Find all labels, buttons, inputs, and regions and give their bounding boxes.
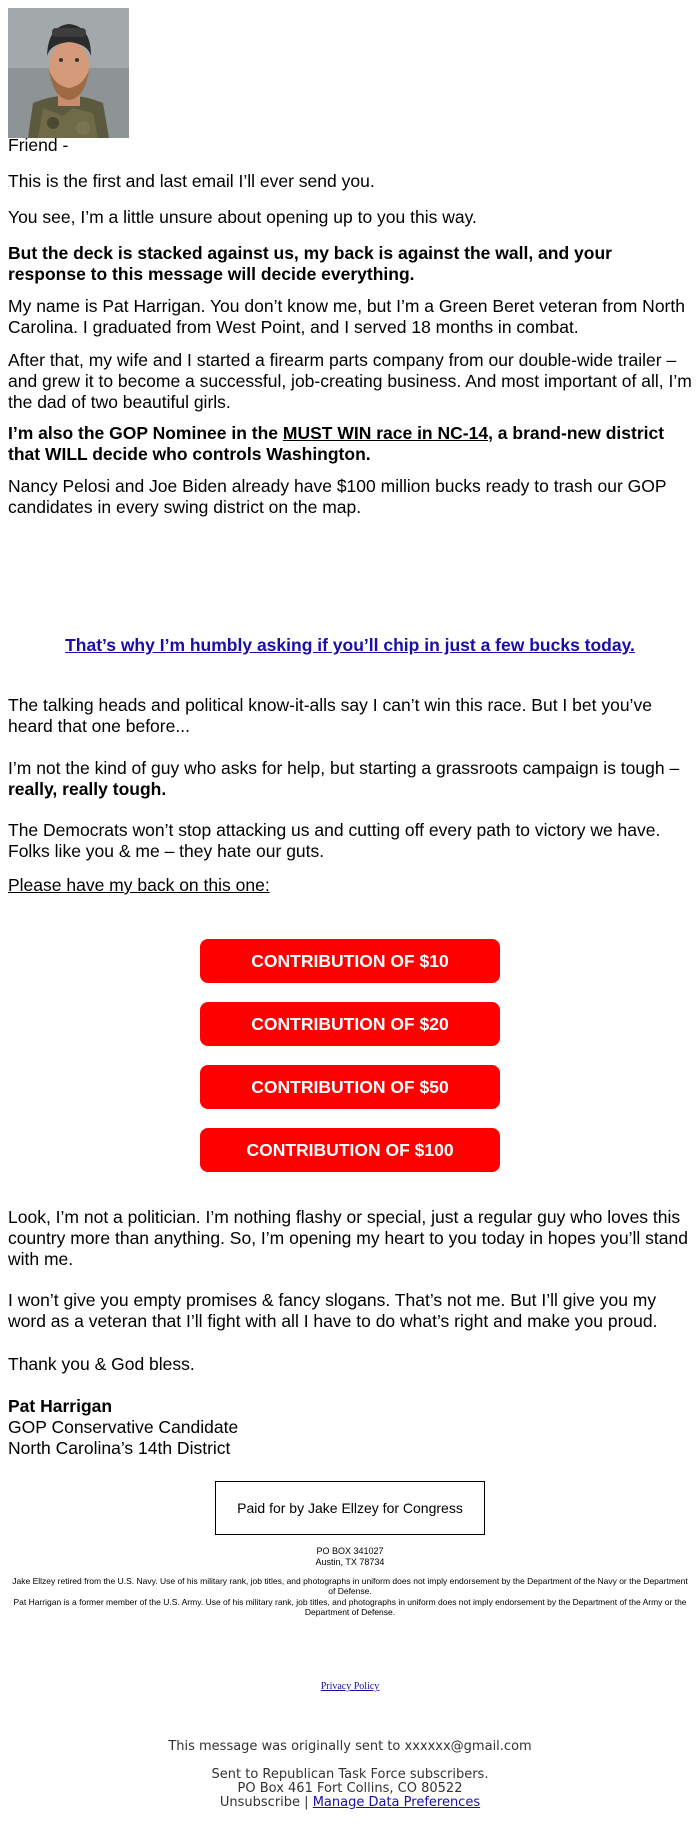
disclaimer-navy: Jake Ellzey retired from the U.S. Navy. Use of his military rank, job titles, and photographs in uniform does not imply endorsement by the Department of the Navy or the Department of Defense. bbox=[12, 1576, 688, 1596]
paragraph-12: Look, I’m not a politician. I’m nothing flashy or special, just a regular guy who loves this country more than anything. So, I’m opening my heart to you today in hopes you’ll stand with me. bbox=[8, 1207, 688, 1269]
paid-for-box: Paid for by Jake Ellzey for Congress bbox=[215, 1481, 485, 1535]
sent-to-line: This message was originally sent to xxxxxx@gmail.com bbox=[168, 1739, 532, 1754]
signature-name: Pat Harrigan bbox=[8, 1396, 113, 1416]
paragraph-10: The Democrats won’t stop attacking us and cutting off every path to victory we have. Folks like you & me – they hate our guts. bbox=[8, 820, 661, 861]
privacy-policy-link[interactable]: Privacy Policy bbox=[320, 1681, 380, 1692]
paragraph-9: I’m not the kind of guy who asks for help, but starting a grassroots campaign is tough – really, really tough. bbox=[8, 758, 680, 799]
signature-district: North Carolina’s 14th District bbox=[8, 1438, 231, 1458]
paragraph-8: The talking heads and political know-it-alls say I can’t win this race. But I bet you’ve heard that one before... bbox=[8, 695, 652, 736]
manage-data-preferences-link[interactable]: Manage Data Preferences bbox=[312, 1795, 481, 1810]
paragraph-14: Thank you & God bless. bbox=[8, 1354, 195, 1374]
donate-link[interactable]: That’s why I’m humbly asking if you’ll chip in just a few bucks today. bbox=[65, 635, 635, 655]
sent-line: Sent to Republican Task Force subscribers. bbox=[211, 1767, 489, 1782]
contribution-50-button[interactable]: CONTRIBUTION OF $50 bbox=[200, 1065, 500, 1109]
contribution-10-button[interactable]: CONTRIBUTION OF $10 bbox=[200, 939, 500, 983]
unsubscribe-link[interactable]: Unsubscribe bbox=[219, 1795, 301, 1810]
address-line-2: Austin, TX 78734 bbox=[315, 1557, 385, 1567]
contribution-100-button[interactable]: CONTRIBUTION OF $100 bbox=[200, 1128, 500, 1172]
must-win-text: MUST WIN race in NC-14 bbox=[282, 423, 489, 443]
disclaimer-army: Pat Harrigan is a former member of the U.S. Army. Use of his military rank, job titles, and photographs in uniform does not imply endorsement by the Department of the Army or the Department of Defense. bbox=[13, 1597, 687, 1617]
cta-line bbox=[0, 635, 700, 656]
paragraph-11: Please have my back on this one: bbox=[8, 875, 270, 895]
paragraph-3: But the deck is stacked against us, my back is against the wall, and your response to this message will decide everything. bbox=[8, 243, 612, 284]
paragraph-4: My name is Pat Harrigan. You don’t know me, but I’m a Green Beret veteran from North Carolina. I graduated from West Point, and I served 18 months in combat. bbox=[8, 296, 685, 337]
footer-links bbox=[0, 1795, 700, 1810]
footer-separator: | bbox=[304, 1795, 309, 1810]
signature-title: GOP Conservative Candidate bbox=[8, 1417, 239, 1437]
candidate-photo bbox=[8, 8, 129, 138]
privacy-line bbox=[0, 1681, 700, 1692]
greeting: Friend - bbox=[8, 135, 69, 155]
contribution-20-button[interactable]: CONTRIBUTION OF $20 bbox=[200, 1002, 500, 1046]
paragraph-7: Nancy Pelosi and Joe Biden already have $100 million bucks ready to trash our GOP candidates in every swing district on the map. bbox=[8, 476, 667, 517]
paragraph-2: You see, I’m a little unsure about opening up to you this way. bbox=[8, 207, 477, 227]
paragraph-6: I’m also the GOP Nominee in the MUST WIN race in NC-14, a brand-new district that WILL decide who controls Washington. bbox=[8, 423, 665, 464]
footer-po-box: PO Box 461 Fort Collins, CO 80522 bbox=[237, 1781, 463, 1796]
paragraph-1: This is the first and last email I’ll ever send you. bbox=[8, 171, 375, 191]
address-line-1: PO BOX 341027 bbox=[316, 1546, 384, 1556]
paragraph-5: After that, my wife and I started a firearm parts company from our double-wide trailer – and grew it to become a successful, job-creating business. And most important of all, I’m the dad of two beautiful girls. bbox=[8, 350, 692, 412]
paragraph-13: I won’t give you empty promises & fancy slogans. That’s not me. But I’ll give you my word as a veteran that I’ll fight with all I have to do what’s right and make you proud. bbox=[8, 1290, 658, 1331]
